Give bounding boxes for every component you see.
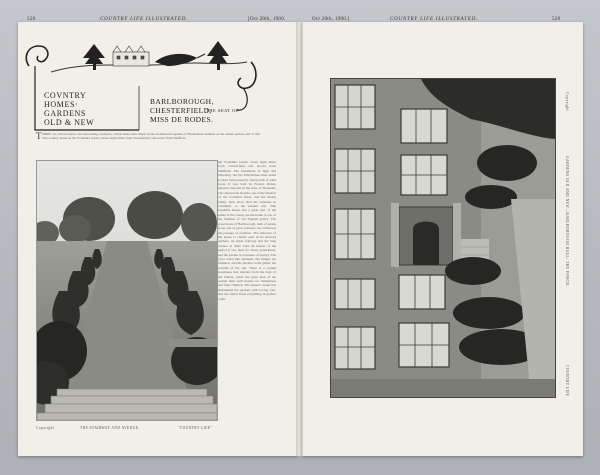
left-running-title: COUNTRY LIFE ILLUSTRATED. bbox=[100, 17, 189, 22]
right-running-title: COUNTRY LIFE ILLUSTRATED. bbox=[390, 17, 479, 22]
left-photo-credit: Copyright bbox=[36, 426, 55, 430]
article-column-right: the Yorkshire border, about eight miles from Chesterfield and eleven from Sheffield. The incumbent in high and imposing, but the Elizabethan lines stand in their full prosperity, being built of solid stone. It was built by Francis Rodes, Queen's Serjeant in the time of Elizabeth, who afterwards became one of the Justices of the Common Pleas, and the Rodes family have since held the demesne in continuity to the present day. This beautiful house and a great part of the estate of the county are the home of one of the families of old English gentry. The great house of Barlborough, built of native stone and of great richness, has withstood the passage of centuries. The character of the house is clearly seen in its terraced gardens, its noble stairway and the long avenue of elms. Like all houses of the period it was built for many generations, and the garden is a treasure of topiary. The yews stand like sentinels, the hedges are trimmed, and the ancient walls gather the warmth of the sun. There is a certain stateliness that remains from the days of the Tudors, when the great men of the county built such houses for themselves and their children. The present owner has maintained the gardens with loving care, and the visitor finds everything in perfect order. bbox=[218, 160, 276, 301]
right-page-number: 520 bbox=[552, 17, 561, 22]
stairway-avenue-photo bbox=[36, 160, 218, 421]
series-title-line4: OLD & NEW bbox=[44, 118, 95, 127]
barlborough-porch-photo bbox=[330, 78, 556, 398]
stairway-avenue-image bbox=[37, 161, 217, 420]
porch-facade-image bbox=[331, 79, 555, 397]
place-name: BARLBOROUGH, bbox=[150, 97, 214, 106]
place-county: CHESTERFIELD, bbox=[150, 106, 212, 115]
intro-text: HERE are characteristics and interesting examples, which make their mark on the architectural genius of Elizabethan builders of the earlier period, and of that fine country house in the Yorkshire border, about eight miles from Chesterfield, and seven from Sheffield. bbox=[42, 132, 260, 141]
series-title-line1: COVNTRY bbox=[44, 91, 87, 100]
right-photo-credit-bottom: COUNTRY LIFE bbox=[565, 365, 569, 397]
seat-of-label: THE SEAT OF bbox=[206, 108, 239, 113]
left-page-date: [Oct 20th, 1900. bbox=[248, 17, 286, 22]
series-title-line3: GARDENS bbox=[44, 109, 86, 118]
right-vertical-caption: GARDENS OLD AND NEW—BARLBOROUGH HALL: THE PORCH. bbox=[565, 156, 569, 287]
right-photo-credit-top: Copyright bbox=[565, 92, 569, 112]
peacock-silhouette-icon bbox=[155, 54, 197, 66]
owner-name: MISS DE RODES. bbox=[150, 115, 214, 124]
series-title-line2: HOMES· bbox=[44, 100, 79, 109]
left-photo-caption: THE STAIRWAY AND AVENUE. bbox=[80, 426, 140, 430]
drop-cap: T bbox=[36, 132, 42, 141]
left-photo-credit-right: "COUNTRY LIFE" bbox=[178, 426, 213, 430]
topiary-tree-right-icon bbox=[207, 41, 229, 70]
mansion-illustration-icon bbox=[113, 46, 149, 66]
right-page-date: Oct 20th, 1900.] bbox=[312, 17, 350, 22]
left-page-number: 520 bbox=[27, 17, 36, 22]
intro-paragraph bbox=[36, 132, 260, 144]
